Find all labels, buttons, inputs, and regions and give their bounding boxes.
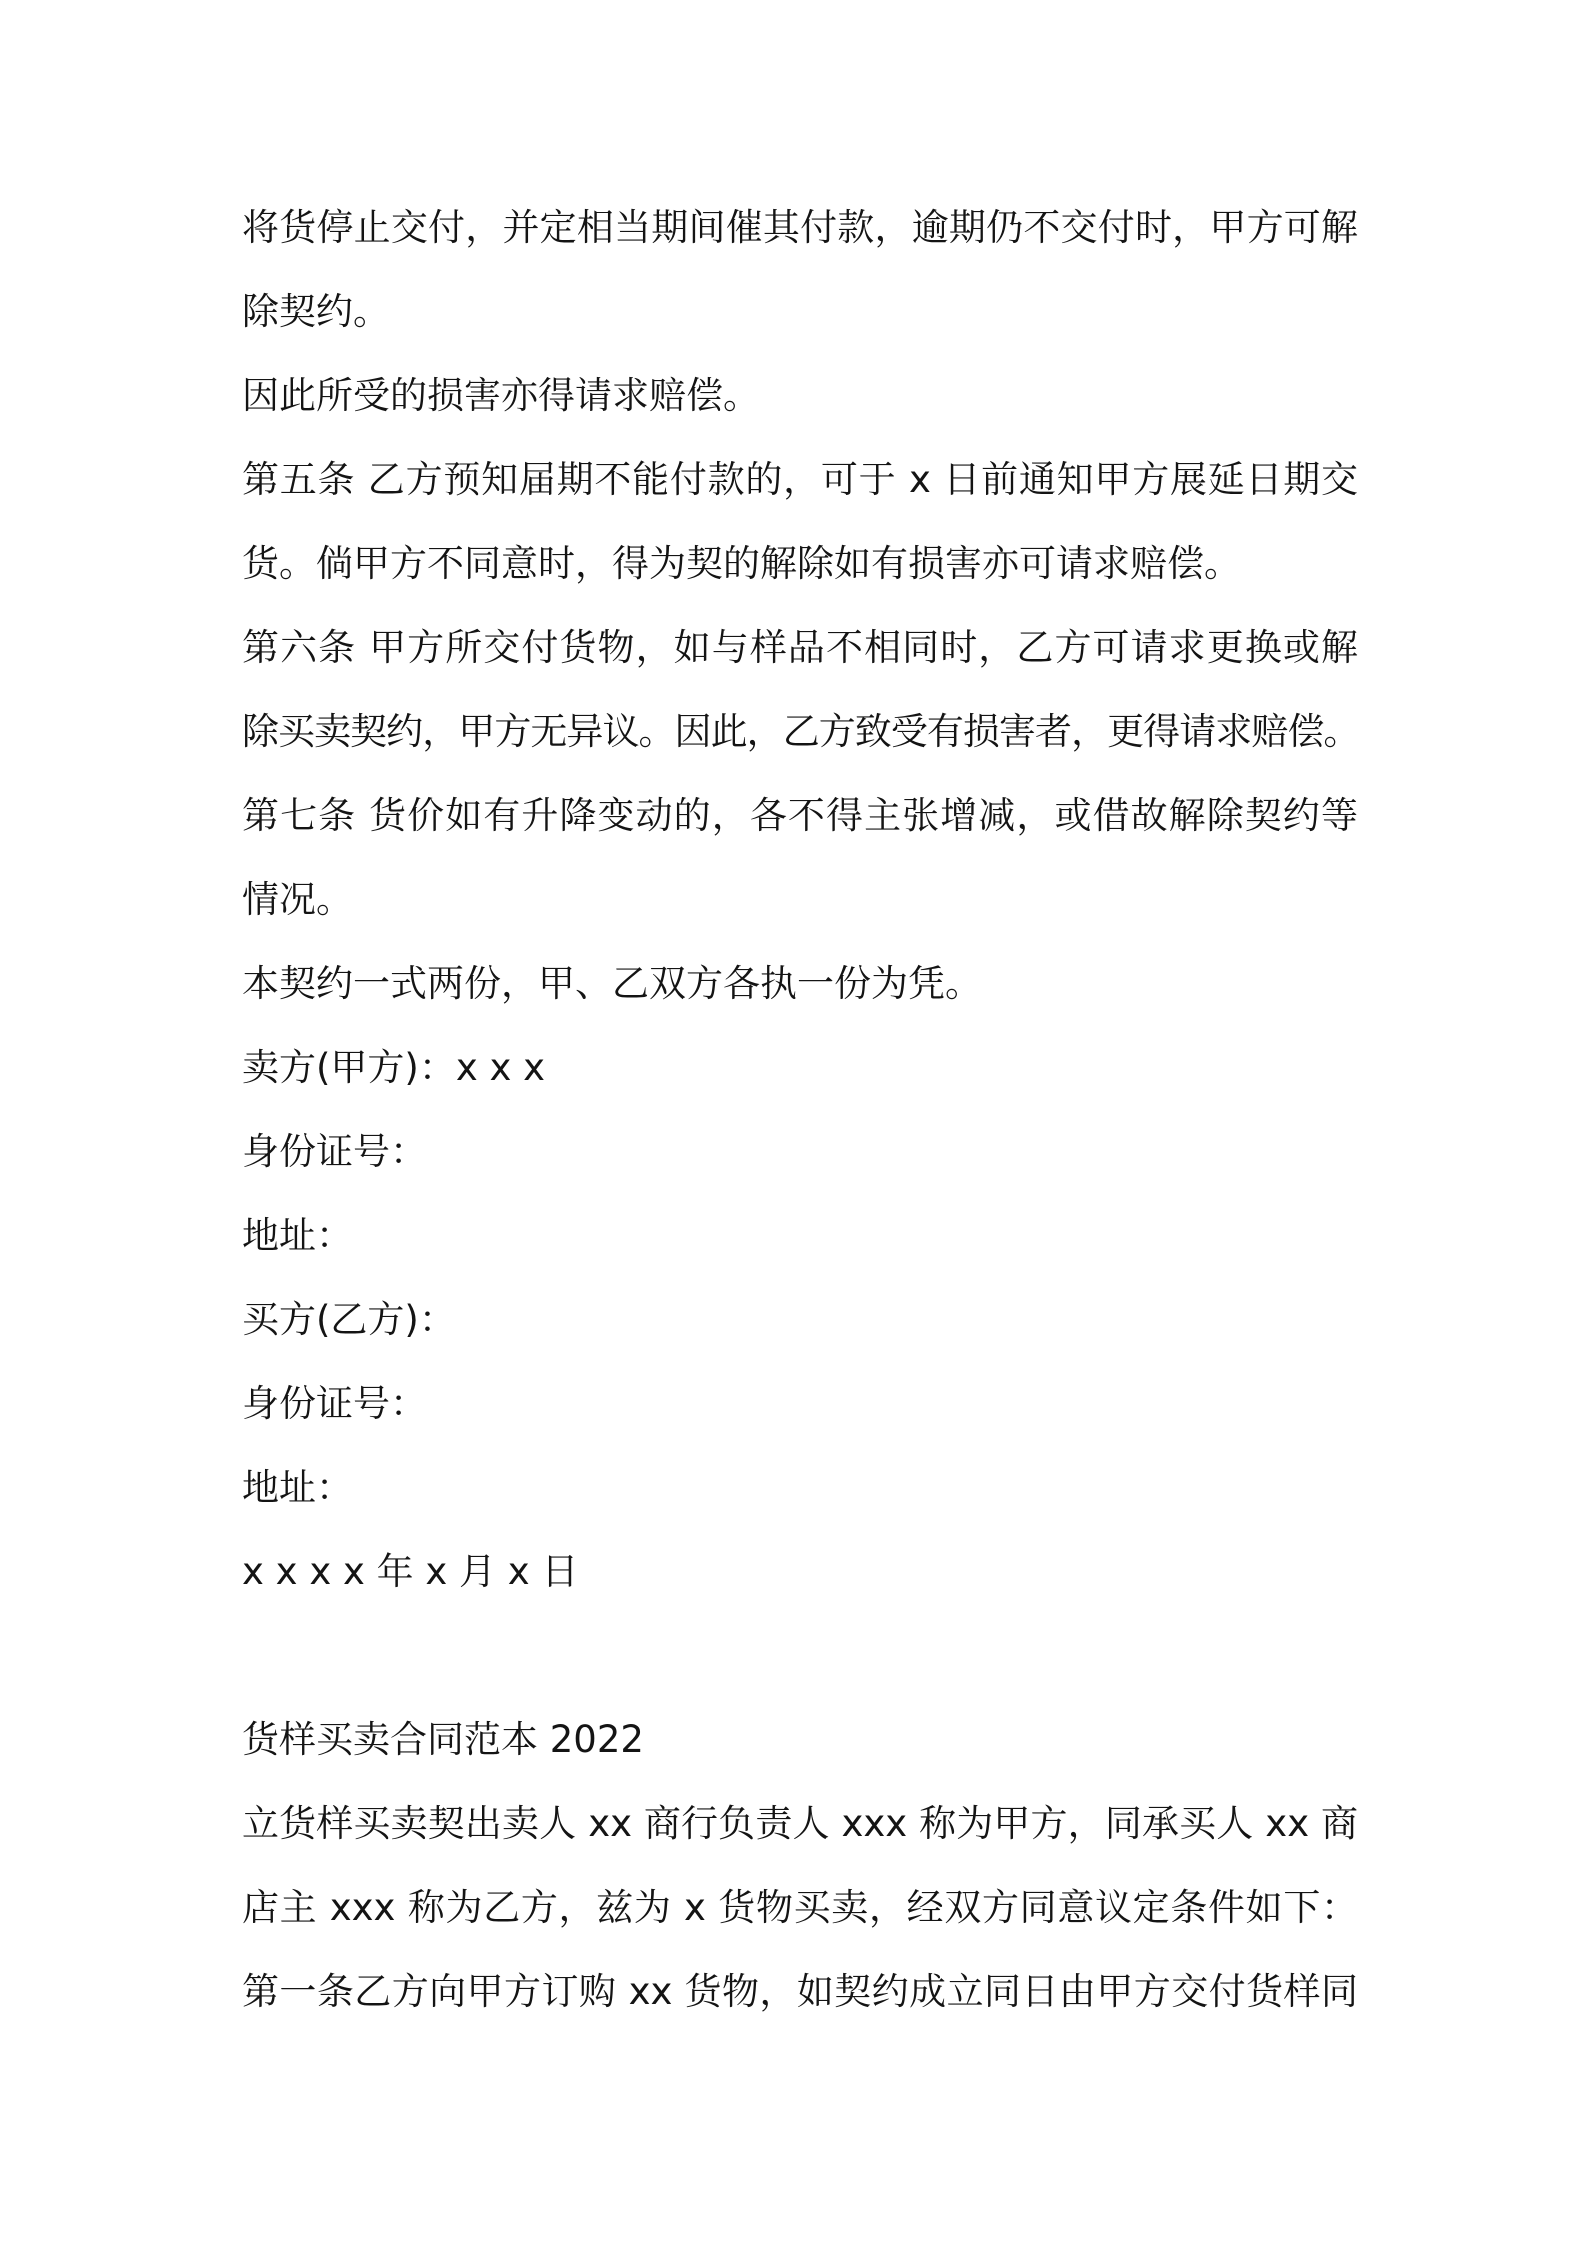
clause-5: 第五条 乙方预知届期不能付款的，可于 x 日前通知甲方展延日期交 bbox=[242, 458, 1358, 501]
text-line: 除买卖契约，甲方无异议。因此，乙方致受有损害者，更得请求赔偿。 bbox=[242, 710, 1358, 753]
signing-date: x x x x 年 x 月 x 日 bbox=[242, 1550, 579, 1593]
seller-address-label: 地址： bbox=[242, 1214, 353, 1257]
seller-id-label: 身份证号： bbox=[242, 1130, 427, 1173]
text-line: 将货停止交付，并定相当期间催其付款，逾期仍不交付时，甲方可解 bbox=[242, 206, 1358, 249]
clause-7: 第七条 货价如有升降变动的，各不得主张增减，或借故解除契约等 bbox=[242, 794, 1358, 837]
buyer-address-label: 地址： bbox=[242, 1466, 353, 1509]
text-line: 因此所受的损害亦得请求赔偿。 bbox=[242, 374, 760, 417]
text-line: 情况。 bbox=[242, 878, 353, 921]
text-line: 立货样买卖契出卖人 xx 商行负责人 xxx 称为甲方，同承买人 xx 商 bbox=[242, 1802, 1358, 1845]
clause-6: 第六条 甲方所交付货物，如与样品不相同时，乙方可请求更换或解 bbox=[242, 626, 1358, 669]
text-line: 货。倘甲方不同意时，得为契的解除如有损害亦可请求赔偿。 bbox=[242, 542, 1241, 585]
text-line: 除契约。 bbox=[242, 290, 390, 333]
contract-title: 货样买卖合同范本 2022 bbox=[242, 1718, 644, 1761]
seller-label: 卖方(甲方)：x x x bbox=[242, 1046, 546, 1089]
buyer-id-label: 身份证号： bbox=[242, 1382, 427, 1425]
clause-1: 第一条乙方向甲方订购 xx 货物，如契约成立同日由甲方交付货样同 bbox=[242, 1970, 1358, 2013]
text-line: 店主 xxx 称为乙方，兹为 x 货物买卖，经双方同意议定条件如下： bbox=[242, 1886, 1358, 1929]
copies-statement: 本契约一式两份，甲、乙双方各执一份为凭。 bbox=[242, 962, 982, 1005]
blank-line bbox=[242, 1614, 1358, 1698]
document-text bbox=[242, 186, 1358, 2034]
buyer-label: 买方(乙方)： bbox=[242, 1298, 456, 1341]
